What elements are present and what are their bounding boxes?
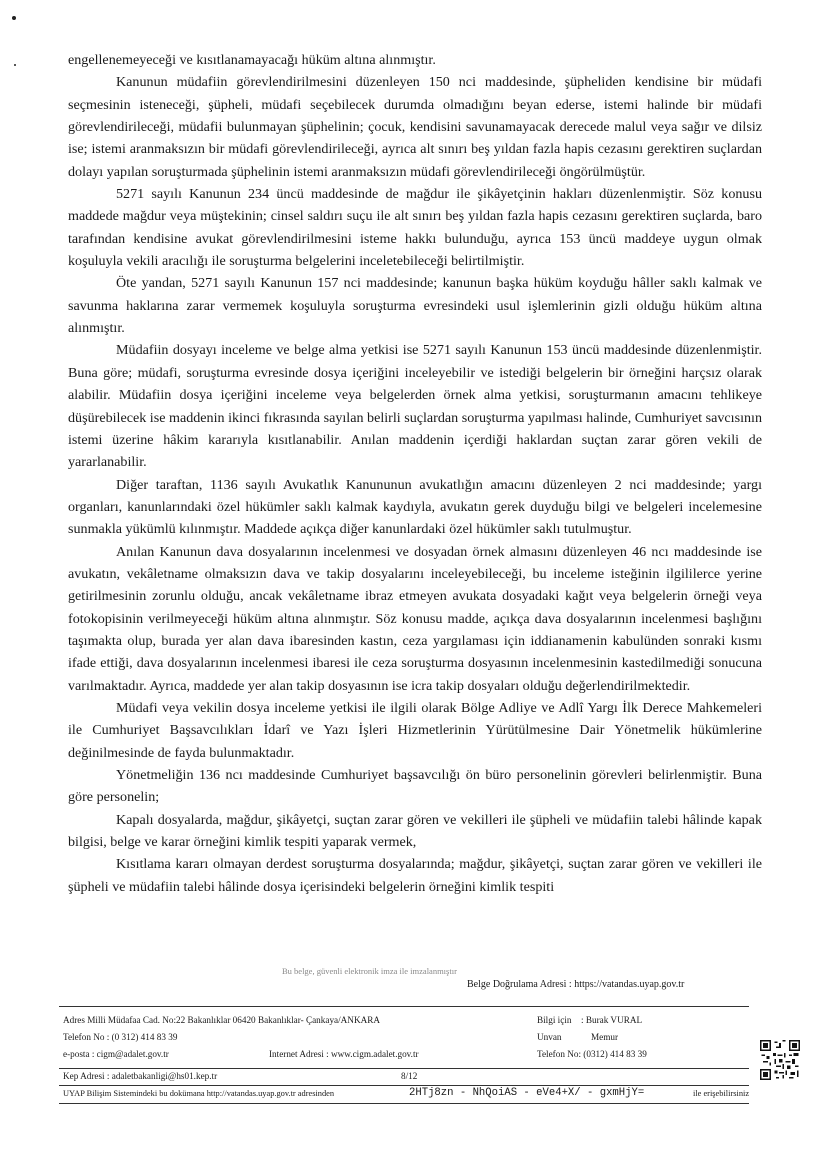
e-signature-note: Bu belge, güvenli elektronik imza ile imzalanmıştır (282, 966, 457, 976)
qr-code-icon (760, 1040, 800, 1080)
paragraph: Diğer taraftan, 1136 sayılı Avukatlık Kanununun avukatlığın amacını düzenleyen 2 nci maddesinde; yargı organları, kanunlarındaki özel hükümler saklı kalmak kaydıyla, avukatın gerek duyduğu bilgi ve belgeleri incelemesine sunmakla yükümlü kılınmıştır. Maddede açıkça diğer kanunlardaki özel hükümler saklı tutulmuştur. (68, 476, 762, 538)
footer-divider (59, 1103, 749, 1104)
footer-contact-phone: Telefon No: (0312) 414 83 39 (537, 1049, 647, 1059)
paragraph: engellenemeyeceği ve kısıtlanamayacağı hüküm altına alınmıştır. (68, 52, 436, 68)
footer-title-value: Memur (591, 1032, 619, 1042)
footer-divider (59, 1085, 749, 1086)
footer-phone: Telefon No : (0 312) 414 83 39 (63, 1032, 178, 1042)
footer-uyap-suffix: ile erişebilirsiniz (693, 1089, 750, 1098)
paragraph: Öte yandan, 5271 sayılı Kanunun 157 nci maddesinde; kanunun başka hüküm koyduğu hâller saklı kalmak ve savunma haklarına zarar vermemek koşuluyla soruşturma evresindeki usul işlemlerinin gizli olduğu hüküm altına alınmıştır. (68, 275, 762, 337)
paragraph: Kapalı dosyalarda, mağdur, şikâyetçi, suçtan zarar gören ve vekilleri ile şüpheli ve müdafiin talebi hâlinde kapak bilgisi, belge ve karar örneğini kimlik tespiti yaparak vermek, (68, 811, 762, 851)
paragraph: Kanunun müdafiin görevlendirilmesini düzenleyen 150 nci maddesinde, şüpheliden kendisine bir müdafi seçmesinin isteneceği, şüpheli, müdafi seçebilecek durumda olmadığını beyan ederse, istemi halinde bir müdafi görevlendirileceği, müdafii bulunmayan şüphelinin; çocuk, kendisini savunamayacak derecede malul veya sağır ve dilsiz ise; istemi aranmaksızın bir müdafi görevlendirileceği, ayrıca alt sınırı beş yıldan fazla hapis cezasını gerektiren suçlardan dolayı yapılan soruşturmada şüphelinin istemi aranmaksızın müdafi görevlendirileceği öngörülmüştür. (68, 74, 762, 180)
footer-page-number: 8/12 (401, 1071, 418, 1081)
footer-internet: Internet Adresi : www.cigm.adalet.gov.tr (269, 1049, 419, 1059)
paragraph: 5271 sayılı Kanunun 234 üncü maddesinde de mağdur ile şikâyetçinin hakları düzenlenmiştir. Söz konusu maddede mağdur veya müştekinin; cinsel saldırı suçu ile alt sınırı beş yıldan fazla hapis cezasını gerektiren suçlarda, baro tarafından kendisine avukat görevlendirilmesini isteme hakkı bulunduğu, ayrıca 153 üncü maddeye uygun olmak koşuluyla vekili aracılığı ile soruşturma belgelerini inceletebileceği belirtilmiştir. (68, 186, 762, 270)
page-footer (59, 1006, 749, 1121)
document-body (68, 49, 762, 898)
paragraph: Yönetmeliğin 136 ncı maddesinde Cumhuriyet başsavcılığı ön büro personelinin görevleri belirlenmiştir. Buna göre personelin; (68, 767, 762, 806)
verification-address: Belge Doğrulama Adresi : https://vatandas.uyap.gov.tr (467, 979, 685, 990)
paragraph: Kısıtlama kararı olmayan derdest soruşturma dosyalarında; mağdur, şikâyetçi, suçtan zarar gören ve vekilleri ile şüpheli ve müdafiin talebi hâlinde dosya içerisindeki belgelerin örneğini kimlik tespiti (68, 856, 762, 895)
margin-dot (14, 64, 16, 66)
footer-info-label: Bilgi için (537, 1015, 572, 1025)
footer-email: e-posta : cigm@adalet.gov.tr (63, 1049, 169, 1059)
paragraph: Müdafiin dosyayı inceleme ve belge alma yetkisi ise 5271 sayılı Kanunun 153 üncü maddesinde düzenlenmiştir. Buna göre; müdafi, soruşturma evresinde dosya içeriğini inceleyebilir ve istediği belgelerin bir örneğini harçsız olarak alabilir. Müdafiin dosya içeriğini inceleme veya belgelerden örnek alma yetkisi, soruşturmanın amacını tehlikeye düşürebilecek ise maddenin ikinci fıkrasında sayılan belirli suçlardan soruşturma yapılması halinde, Cumhuriyet savcısının istemi üzerine hâkim kararıyla kısıtlanabilir. Anılan maddenin içerdiği haklardan suçtan zarar gören vekili de yararlanabilir. (68, 342, 762, 471)
footer-divider (59, 1068, 749, 1069)
footer-address: Adres Milli Müdafaa Cad. No:22 Bakanlıklar 06420 Bakanlıklar- Çankaya/ANKARA (63, 1015, 380, 1025)
footer-uyap-prefix: UYAP Bilişim Sistemindeki bu dokümana http://vatandas.uyap.gov.tr adresinden (63, 1089, 335, 1098)
paragraph: Anılan Kanunun dava dosyalarının incelenmesi ve dosyadan örnek almasını düzenleyen 46 ncı maddesinde ise avukatın, vekâletname olmaksızın dava ve takip dosyalarını inceleyebileceği, bu inceleme isteğinin ilgililerce yerine getirilmesinin zorunlu olduğu, ancak vekâletname ibraz etmeyen avukata dosyadaki kağıt veya belgelerin örneği veya fotokopisinin verilmeyeceği hüküm altına alınmıştır. Söz konusu madde, açıkça dava dosyalarının incelenmesi başlığını taşımakta olup, burada yer alan dava ibaresinden kastın, ceza yargılaması için iddianamenin kabulünden sonraki kısmı ifade ettiği, dava dosyalarının incelenmesi ibaresi ile ceza soruşturma dosyasının incelenmesinin kastedilmediği sonucuna varılmaktadır. Ayrıca, maddede yer alan takip dosyasının ise icra takip dosyaları olduğu değerlendirilmektedir. (68, 543, 762, 694)
footer-info-value: : Burak VURAL (581, 1015, 643, 1025)
footer-kep: Kep Adresi : adaletbakanligi@hs01.kep.tr (63, 1071, 218, 1081)
margin-dot (12, 16, 16, 20)
paragraph: Müdafi veya vekilin dosya inceleme yetkisi ile ilgili olarak Bölge Adliye ve Adlî Yargı İlk Derece Mahkemeleri ile Cumhuriyet Başsavcılıkları İdarî ve Yazı İşleri Hizmetlerinin Yürütülmesine Dair Yönetmelik hükümlerine değinilmesinde de fayda bulunmaktadır. (68, 699, 762, 761)
footer-title-label: Unvan (537, 1032, 562, 1042)
footer-uyap-code: 2HTj8zn - NhQoiAS - eVe4+X/ - gxmHjY= (409, 1087, 645, 1099)
